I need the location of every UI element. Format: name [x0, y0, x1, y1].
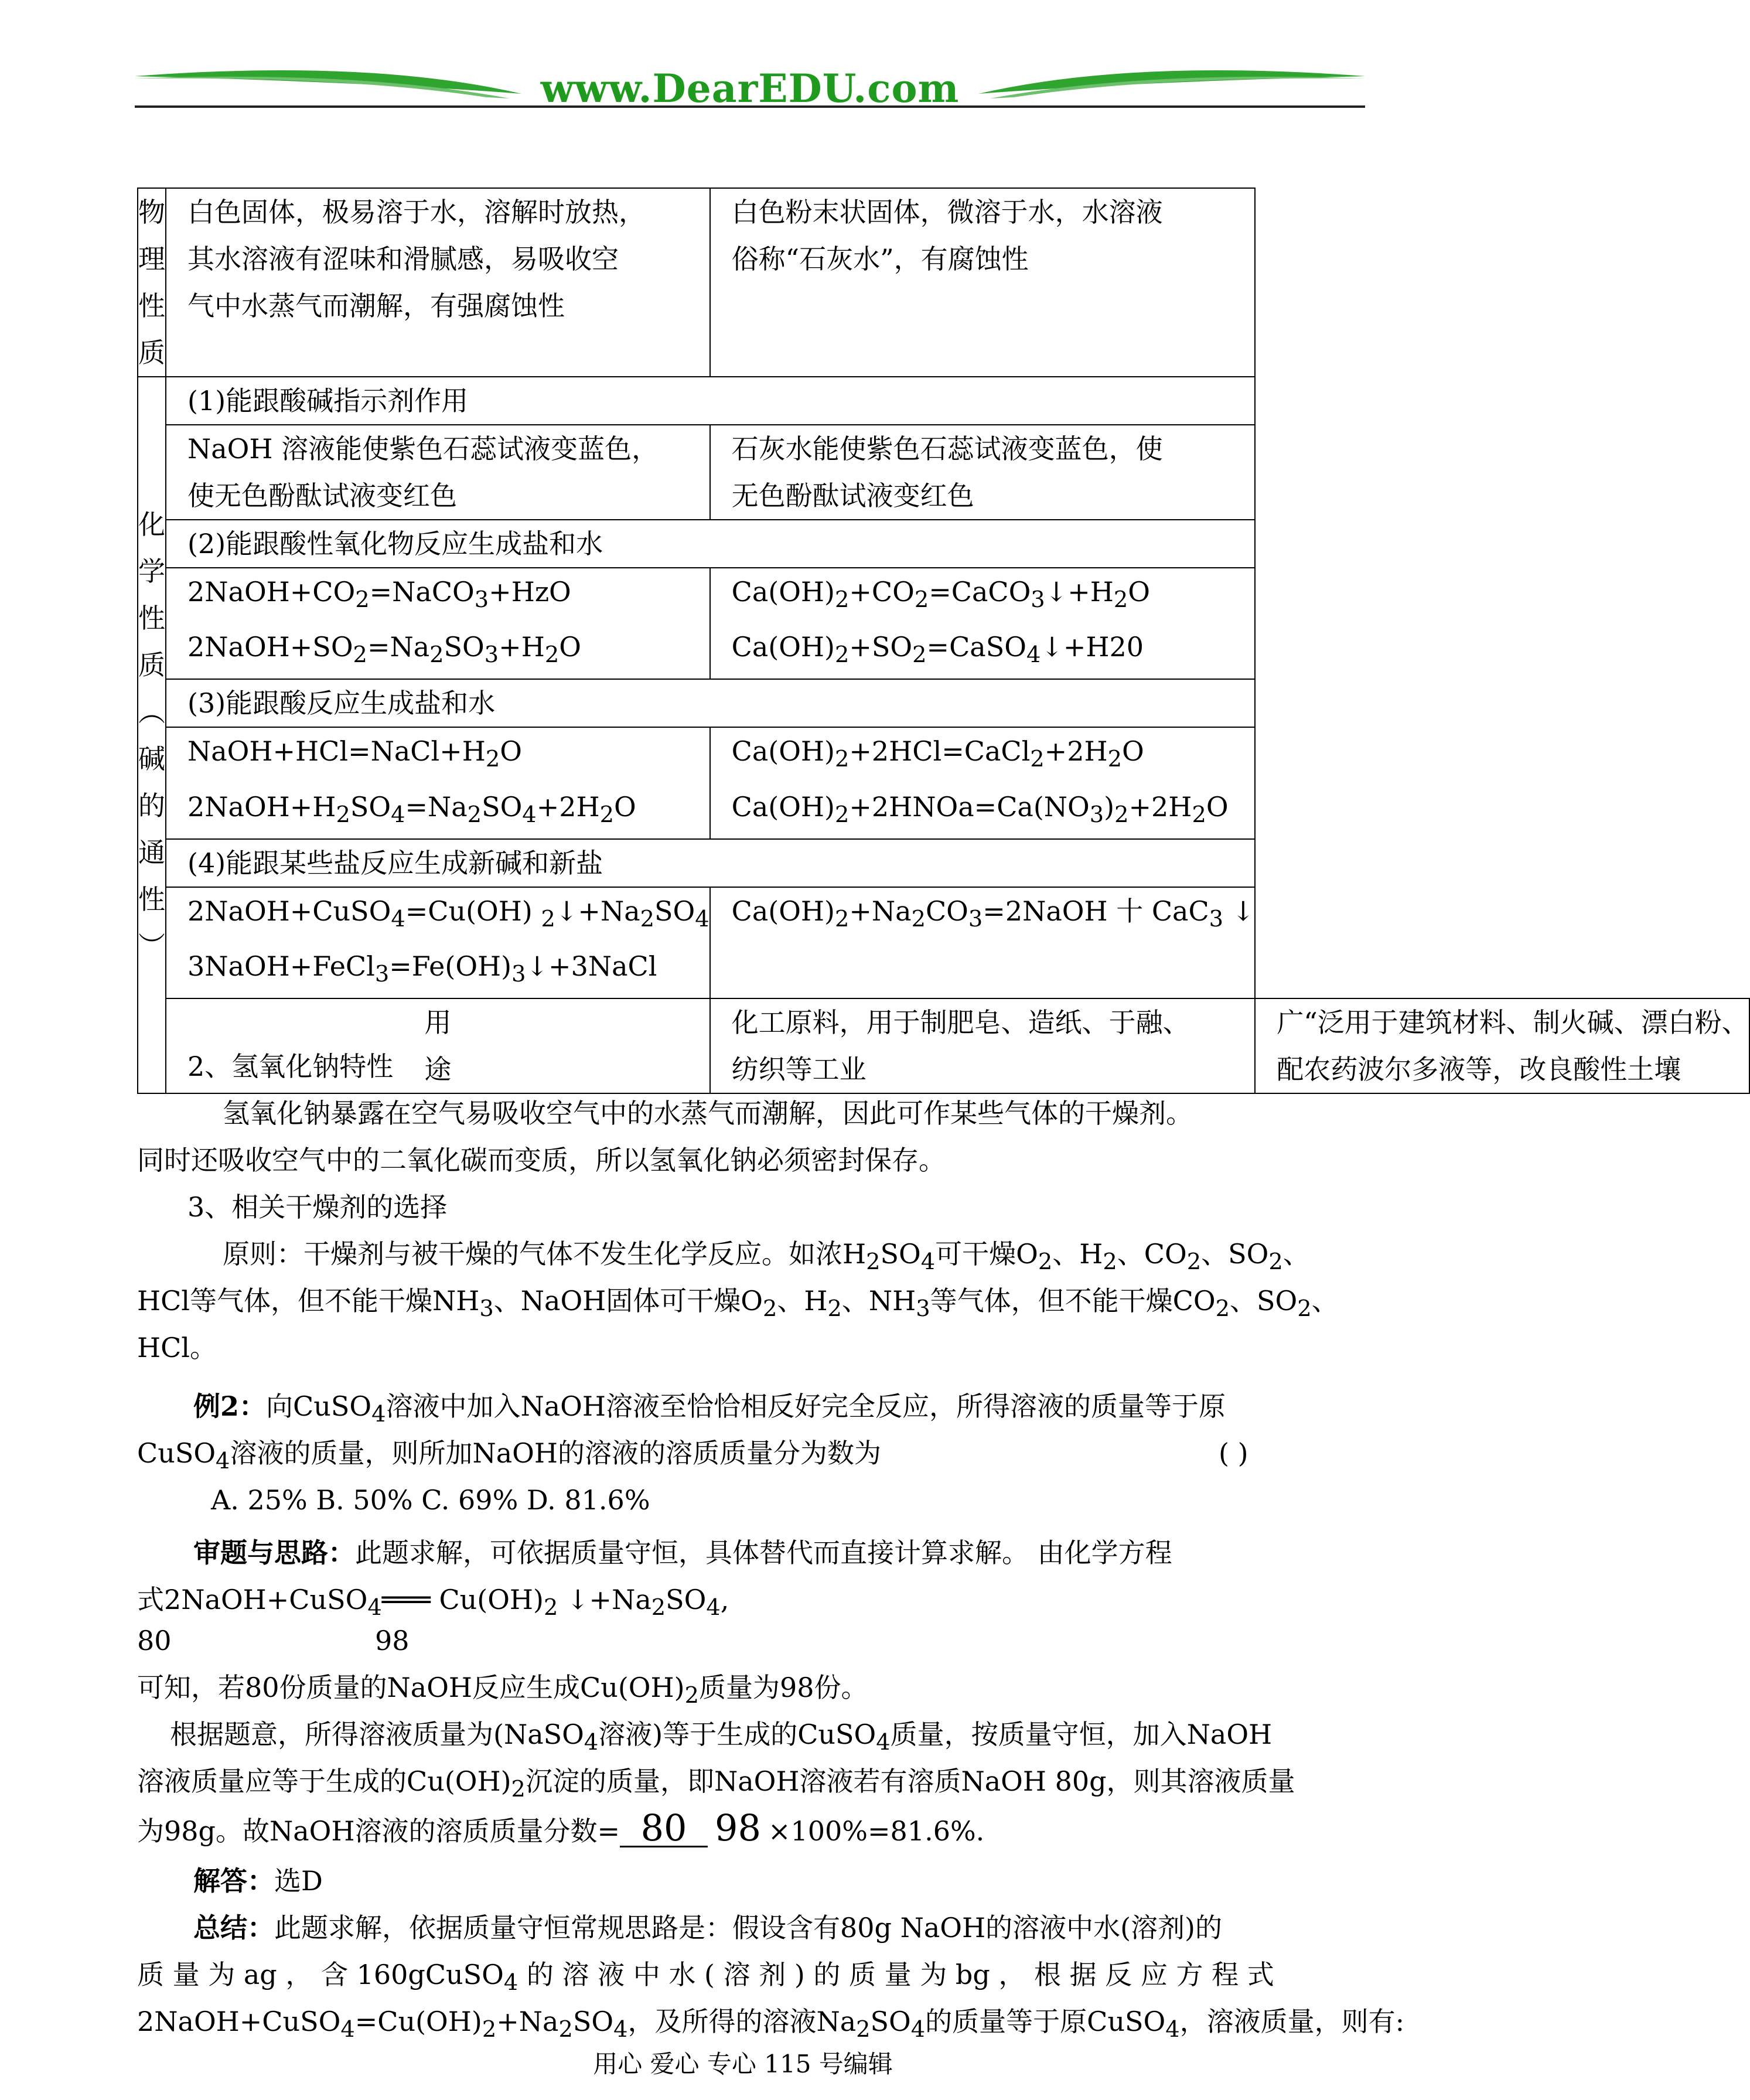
paragraph: 同时还吸收空气中的二氧化碳而变质，所以氢氧化钠必须密封保存。 [137, 1144, 946, 1176]
caoh-indicator: 石灰水能使紫色石蕊试液变蓝色，使 无色酚酞试液变红色 [710, 425, 1256, 520]
section-title-1: (1)能跟酸碱指示剂作用 [166, 377, 1255, 425]
naoh-acid-oxide-equations: $2NaOH+CO_2=NaCO_3+HzO$ $2NaOH+SO_2=Na_2SO_3+H_2O$ [166, 568, 710, 679]
reasoning: 审题与思路：此题求解，可依据质量守恒，具体替代而直接计算求解。 由化学方程 [193, 1537, 1172, 1569]
mass-80: 80 [137, 1625, 172, 1656]
answer-options: A. 25% B. 50% C. 69% D. 81.6% [211, 1484, 650, 1516]
properties-table [137, 188, 1750, 1094]
paragraph: HCl。 [137, 1332, 217, 1363]
page-footer: 用心 爱心 专心 115 号编辑 [593, 2050, 893, 2078]
answer: 解答：选D [193, 1865, 323, 1897]
paragraph: 溶液质量应等于生成的$Cu(OH)_2$沉淀的质量，即NaOH溶液若有溶质NaOH 80g，则其溶液质量 [137, 1765, 1295, 1803]
section-title-3: (3)能跟酸反应生成盐和水 [166, 679, 1255, 727]
example-question: CuSO$_4$溶液的质量，则所加NaOH的溶液的溶质质量分为数为 [137, 1437, 881, 1475]
naoh-acid-equations: $NaOH+HCl=NaCl+H_2O$ $2NaOH+H_2SO_4=Na_2SO_4+2H_2O$ [166, 727, 710, 838]
fraction-numerator: 80 [620, 1811, 708, 1847]
mass-98: 98 [375, 1625, 410, 1656]
summary: $2NaOH+CuSO_4=Cu(OH)_2+Na_2SO_4$，及所得的溶液$Na_2SO_4$的质量等于原CuSO$_4$，溶液质量，则有: [137, 2006, 1405, 2043]
reasoning-equation: 式2NaOH+CuSO$_4$═══ $Cu(OH)_2$ $↓+Na_2SO_4$, [137, 1584, 729, 1621]
section-title-2: (2)能跟酸性氧化物反应生成盐和水 [166, 520, 1255, 568]
paragraph: 原则：干燥剂与被干燥的气体不发生化学反应。如浓$H_2SO_4$可干燥$O_2$、$H_2$、$CO_2$、$SO_2$、 [223, 1238, 1310, 1276]
naoh-physical: 白色固体，极易溶于水，溶解时放热， 其水溶液有涩味和滑腻感，易吸收空 气中水蒸气而潮解，有强腐蚀性 [166, 188, 710, 377]
site-header [135, 59, 1365, 117]
row-label-chemical: 化 学 性 质 ︵ 碱 的 通 性 ︶ [138, 377, 166, 1093]
naoh-indicator: NaOH 溶液能使紫色石蕊试液变蓝色， 使无色酚酞试液变红色 [166, 425, 710, 520]
naoh-salt-equations: 2NaOH+CuSO$_4$=Cu(OH) $_2↓+Na_2SO_4$ $3NaOH+FeCl_3=Fe(OH)_3↓+3NaCl$ [166, 887, 710, 998]
example-question: 例2：向CuSO$_4$溶液中加入NaOH溶液至恰恰相反好完全反应，所得溶液的质量等于原 [193, 1390, 1226, 1428]
section-heading-2: 2、氢氧化钠特性 [187, 1051, 394, 1082]
caoh-usage: 广“泛用于建筑材料、制火碱、漂白粉、 配农药波尔多液等，改良酸性土壤 [1255, 998, 1749, 1093]
naoh-usage: 化工原料，用于制肥皂、造纸、于融、 纺织等工业 [710, 998, 1256, 1093]
caoh-acid-equations: $Ca(OH)_2+2HCl=CaCl_2+2H_2O$ $Ca(OH)_2+2HNOa=Ca(NO_3)_2+2H_2O$ [710, 727, 1256, 838]
paragraph: 氢氧化钠暴露在空气易吸收空气中的水蒸气而潮解，因此可作某些气体的干燥剂。 [223, 1097, 1193, 1129]
section-title-4: (4)能跟某些盐反应生成新碱和新盐 [166, 839, 1255, 887]
site-logo-text: www.DearEDU.com [540, 66, 960, 111]
paragraph: 根据题意，所得溶液质量为(NaSO$_4$溶液)等于生成的CuSO$_4$质量，按质量守恒，加入NaOH [170, 1719, 1273, 1756]
calculation: 为98g。故NaOH溶液的溶质质量分数= 80 98 ×100%=81.6%. [137, 1806, 985, 1849]
row-label-physical: 物 理 性 质 [138, 188, 166, 377]
row-label-usage: 用 途 [166, 998, 710, 1093]
fraction-denominator: 98 [715, 1806, 761, 1849]
caoh-physical: 白色粉末状固体，微溶于水，水溶液 俗称“石灰水”，有腐蚀性 [710, 188, 1256, 377]
answer-bracket: ( ) [1219, 1437, 1248, 1469]
caoh-salt-equations: $Ca(OH)_2+Na_2CO_3=2NaOH$ 十 CaC$_3$ ↓ [710, 887, 1256, 998]
paragraph: 可知，若80份质量的NaOH反应生成$Cu(OH)_2$质量为98份。 [137, 1672, 868, 1709]
header-rule [135, 105, 1365, 108]
summary: 总结：此题求解，依据质量守恒常规思路是：假设含有80g NaOH的溶液中水(溶剂)的 [193, 1912, 1222, 1944]
section-heading-3: 3、相关干燥剂的选择 [187, 1191, 448, 1223]
summary: 质 量 为 ag ， 含 160gCuSO$_4$ 的 溶 液 中 水 ( 溶 剂 ) 的 质 量 为 bg ， 根 据 反 应 方 程 式 [137, 1959, 1274, 1996]
paragraph: HCl等气体，但不能干燥$NH_3$、NaOH固体可干燥$O_2$、$H_2$、$NH_3$等气体，但不能干燥$CO_2$、$SO_2$、 [137, 1285, 1339, 1322]
caoh-acid-oxide-equations: $Ca(OH)_2+CO_2=CaCO_3↓+H_2O$ $Ca(OH)_2+SO_2=CaSO_4↓+H20$ [710, 568, 1256, 679]
